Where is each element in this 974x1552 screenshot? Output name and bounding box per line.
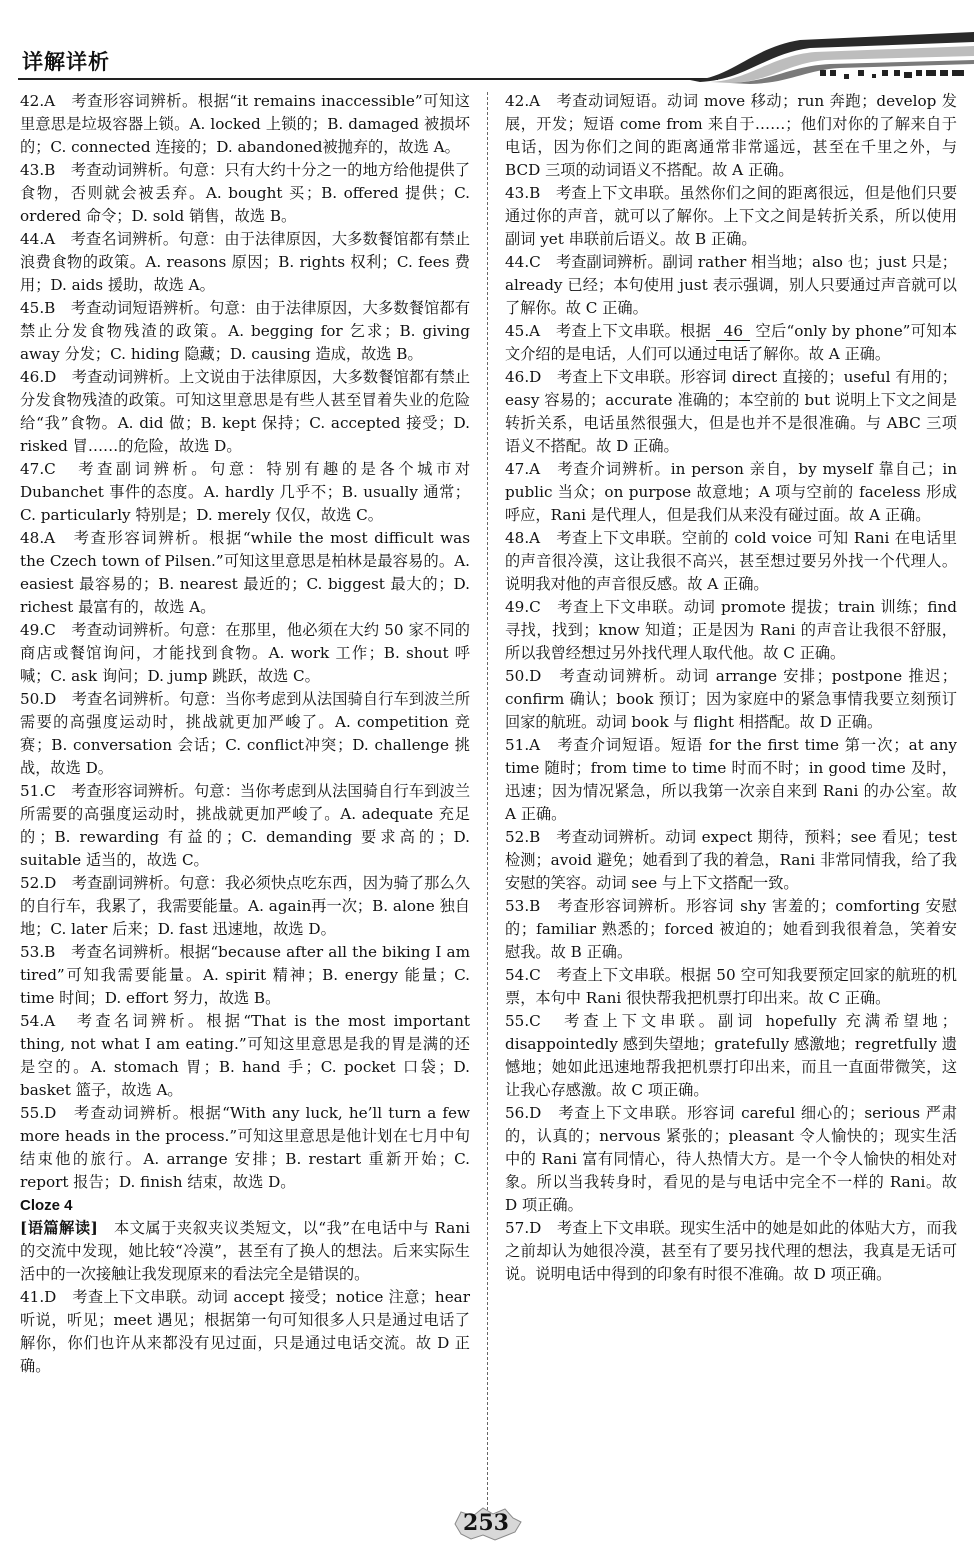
answer-text: 考查副词辨析。句意：特别有趣的是各个城市对Dubanchet 事件的态度。A. hardly 几乎不；B. usually 通常；C. particularly 特别是；D. merely 仅仅，故选 C。 [20,460,470,524]
answer-text: 考查上下文串联。根据 50 空可知我要预定回家的航班的机票，本句中 Rani 很快帮我把机票打印出来。故 C 正确。 [505,966,957,1007]
answer-number: 42.A [20,92,56,110]
answer-item [505,734,957,826]
answer-number: 46.D [505,368,542,386]
page-number-badge [447,1504,525,1542]
answer-item [20,297,470,366]
answer-number: 54.C [505,966,541,984]
answer-text: 考查形容词辨析。句意：当你考虑到从法国骑自行车到波兰所需要的高强度运动时，挑战就更加严峻了。A. adequate 充足的；B. rewarding 有益的；C. demanding 要求高的；D. suitable 适当的，故选 C。 [20,782,470,869]
answer-text: 考查介词短语。短语 for the first time 第一次；at any time 随时；from time to time 时而不时；in good time 及时，迅速；因为情况紧急，所以我第一次亲自来到 Rani 的办公室。故 A 正确。 [505,736,957,823]
answer-number: 47.A [505,460,541,478]
header-decoration [690,20,974,84]
answer-item [20,619,470,688]
answer-text: 考查名词辨析。根据“because after all the biking I am tired”可知我需要能量。A. spirit 精神；B. energy 能量；C. time 时间；D. effort 努力，故选 B。 [20,943,470,1007]
answer-item [505,182,957,251]
answer-number: 50.D [505,667,542,685]
answer-number: 56.D [505,1104,542,1122]
blank-number: 46 [716,322,750,341]
answer-text: 考查上下文串联。虽然你们之间的距离很远，但是他们只要通过你的声音，就可以了解你。上下文之间是转折关系，所以使用副词 yet 串联前后语义。故 B 正确。 [505,184,957,248]
answer-number: 52.B [505,828,541,846]
answer-item [20,90,470,159]
answer-item [505,458,957,527]
header-title: 详解详析 [22,50,110,74]
answer-item [20,458,470,527]
answer-item [505,826,957,895]
answer-number: 45.B [20,299,56,317]
answer-item [20,872,470,941]
answer-number: 48.A [505,529,541,547]
answer-number: 42.A [505,92,541,110]
page-header [0,0,974,90]
answer-number: 41.D [20,1288,57,1306]
answer-text: 考查上下文串联。形容词 direct 直接的；useful 有用的；easy 容易的；accurate 准确的；本空前的 but 说明上下文之间是转折关系，电话虽然很强大，但是也并不是很准确。与 ABC 三项语义不搭配。故 D 正确。 [505,368,957,455]
answer-text: 考查副词辨析。副词 rather 相当地；also 也；just 只是；already 已经；本句使用 just 表示强调，别人只要通过声音就可以了解你。故 C 正确。 [505,253,957,317]
answer-item [505,665,957,734]
answer-number: 57.D [505,1219,542,1237]
answer-item [20,228,470,297]
answer-text: 考查上下文串联。副词 hopefully 充满希望地；disappointedly 感到失望地；gratefully 感激地；regretfully 遗憾地；她如此迅速地帮我把机票打印出来，而且一直面带微笑，这让我心存感激。故 C 项正确。 [505,1012,957,1099]
answer-item [20,1286,470,1378]
answer-text: 考查动词短语。动词 move 移动；run 奔跑；develop 发展，开发；短语 come from 来自于……；他们对你的了解来自于电话，因为你们之间的距离通常非常遥远，甚至在千里之外，与 BCD 三项的动词语义不搭配。故 A 正确。 [505,92,957,179]
answer-item [505,1102,957,1217]
answer-item [505,251,957,320]
answer-item [20,1010,470,1102]
right-column [505,90,957,1286]
answer-number: 44.C [505,253,541,271]
answer-item [20,688,470,780]
answer-text: 考查上下文串联。动词 accept 接受；notice 注意；hear 听说，听见；meet 遇见；根据第一句可知很多人只是通过电话了解你，你们也许从来都没有见过面，只是通过电话交流。故 D 正确。 [20,1288,470,1375]
passage-reading [20,1217,470,1286]
answer-text: 考查名词辨析。句意：当你考虑到从法国骑自行车到波兰所需要的高强度运动时，挑战就更加严峻了。A. competition 竞赛；B. conversation 会话；C. conflict冲突；D. challenge 挑战，故选 D。 [20,690,470,777]
answer-text: 考查动词辨析。动词 arrange 安排；postpone 推迟；confirm 确认；book 预订；因为家庭中的紧急事情我要立刻预订回家的航班。动词 book 与 flight 相搭配。故 D 正确。 [505,667,957,731]
answer-text: 考查名词辨析。根据“That is the most important thing, not what I am eating.”可知这里意思是我的胃是满的还是空的。A. stomach 胃；B. hand 手；C. pocket 口袋；D. basket 篮子，故选 A。 [20,1012,470,1099]
answer-item [505,964,957,1010]
reading-tag: [语篇解读] [20,1219,98,1237]
answer-number: 52.D [20,874,57,892]
reading-text: 本文属于夹叙夹议类短文，以“我”在电话中与 Rani 的交流中发现，她比较“冷漠”，甚至有了换人的想法。后来实际生活中的一次接触让我发现原来的看法完全是错误的。 [20,1219,470,1283]
answer-text: 考查动词辨析。动词 expect 期待，预料；see 看见；test 检测；avoid 避免；她看到了我的着急，Rani 非常同情我，给了我安慰的笑容。动词 see 与上下文搭配一致。 [505,828,957,892]
answer-item [20,159,470,228]
answer-number: 49.C [505,598,541,616]
header-rule [18,78,718,80]
left-column [20,90,470,1378]
answer-text: 考查上下文串联。根据 [540,322,717,340]
answer-number: 47.C [20,460,56,478]
answer-number: 55.C [505,1012,541,1030]
answer-text: 考查动词辨析。句意：只有大约十分之一的地方给他提供了食物，否则就会被丢弃。A. bought 买；B. offered 提供；C. ordered 命令；D. sold 销售，故选 B。 [20,161,470,225]
answer-number: 55.D [20,1104,57,1122]
page-number: 253 [463,1510,509,1536]
answer-item [505,90,957,182]
answer-item [505,320,957,366]
answer-text: 空后“only by phone”可知本文介绍的是电话，人们可以通过电话了解你。故 A 正确。 [505,322,958,363]
answer-number: 53.B [20,943,56,961]
answer-item [505,366,957,458]
answer-item [505,1010,957,1102]
answer-item [20,1102,470,1194]
answer-text: 考查动词辨析。根据“With any luck, he’ll turn a few more heads in the process.”可知这里意思是他计划在七月中旬结束他的旅行。A. arrange 安排；B. restart 重新开始；C. report 报告；D. finish 结束，故选 D。 [20,1104,470,1191]
answer-text: 考查动词辨析。上文说由于法律原因，大多数餐馆都有禁止分发食物残渣的政策。可知这里意思是有些人甚至冒着失业的危险给“我”食物。A. did 做；B. kept 保持；C. accepted 接受；D. risked 冒……的危险，故选 D。 [20,368,470,455]
answer-text: 考查上下文串联。动词 promote 提拔；train 训练；find 寻找，找到；know 知道；正是因为 Rani 的声音让我很不舒服，所以我曾经想过另外找代理人取代他。故 C 正确。 [505,598,957,662]
answer-text: 考查上下文串联。形容词 careful 细心的；serious 严肃的，认真的；nervous 紧张的；pleasant 令人愉快的；现实生活中的 Rani 富有同情心，待人热情大方。是一个令人愉快的相处对象。所以当我转身时，看见的是与电话中完全不一样的 Rani。故 D 项正确。 [505,1104,957,1214]
answer-text: 考查名词辨析。句意：由于法律原因，大多数餐馆都有禁止浪费食物的政策。A. reasons 原因；B. rights 权利；C. fees 费用；D. aids 援助，故选 A。 [20,230,470,294]
answer-number: 51.C [20,782,56,800]
answer-number: 48.A [20,529,56,547]
answer-number: 46.D [20,368,57,386]
answer-item [20,366,470,458]
column-divider [487,92,488,1520]
answer-number: 50.D [20,690,57,708]
answer-number: 54.A [20,1012,56,1030]
answer-item [20,527,470,619]
cloze-heading: Cloze 4 [20,1197,73,1214]
answer-item [505,895,957,964]
answer-text: 考查动词辨析。句意：在那里，他必须在大约 50 家不同的商店或餐馆询问，才能找到食物。A. work 工作；B. shout 呼喊；C. ask 询问；D. jump 跳跃，故选 C。 [20,621,470,685]
answer-item [505,596,957,665]
answer-number: 43.B [505,184,541,202]
answer-number: 51.A [505,736,541,754]
answer-text: 考查介词辨析。in person 亲自，by myself 靠自己；in public 当众；on purpose 故意地；A 项与空前的 faceless 形成呼应，Rani 是代理人，但是我们从来没有碰过面。故 A 正确。 [505,460,957,524]
answer-number: 44.A [20,230,56,248]
answer-text: 考查形容词辨析。根据“it remains inaccessible”可知这里意思是垃圾容器上锁。A. locked 上锁的；B. damaged 被损坏的；C. connected 连接的；D. abandoned被抛弃的，故选 A。 [20,92,470,156]
answer-item [505,527,957,596]
answer-item [20,941,470,1010]
answer-text: 考查上下文串联。空前的 cold voice 可知 Rani 在电话里的声音很冷漠，这让我很不高兴，甚至想过要另外找一个代理人。说明我对他的声音很反感。故 A 正确。 [505,529,957,593]
answer-number: 49.C [20,621,56,639]
answer-number: 43.B [20,161,56,179]
answer-text: 考查动词短语辨析。句意：由于法律原因，大多数餐馆都有禁止分发食物残渣的政策。A. begging for 乞求；B. giving away 分发；C. hiding 隐藏；D. causing 造成，故选 B。 [20,299,470,363]
answer-item [505,1217,957,1286]
answer-item [20,780,470,872]
answer-number: 45.A [505,322,541,340]
answer-number: 53.B [505,897,541,915]
answer-text: 考查形容词辨析。形容词 shy 害羞的；comforting 安慰的；familiar 熟悉的；forced 被迫的；她看到我很着急，笑着安慰我。故 B 正确。 [505,897,957,961]
answer-text: 考查副词辨析。句意：我必须快点吃东西，因为骑了那么久的自行车，我累了，我需要能量。A. again再一次；B. alone 独自地；C. later 后来；D. fast 迅速地，故选 D。 [20,874,470,938]
answer-text: 考查上下文串联。现实生活中的她是如此的体贴大方，而我之前却认为她很冷漠，甚至有了要另找代理的想法，我真是无话可说。说明电话中得到的印象有时很不准确。故 D 项正确。 [505,1219,957,1283]
answer-text: 考查形容词辨析。根据“while the most difficult was the Czech town of Pilsen.”可知这里意思是柏林是最容易的。A. easiest 最容易的；B. nearest 最近的；C. biggest 最大的；D. richest 最富有的，故选 A。 [20,529,470,616]
